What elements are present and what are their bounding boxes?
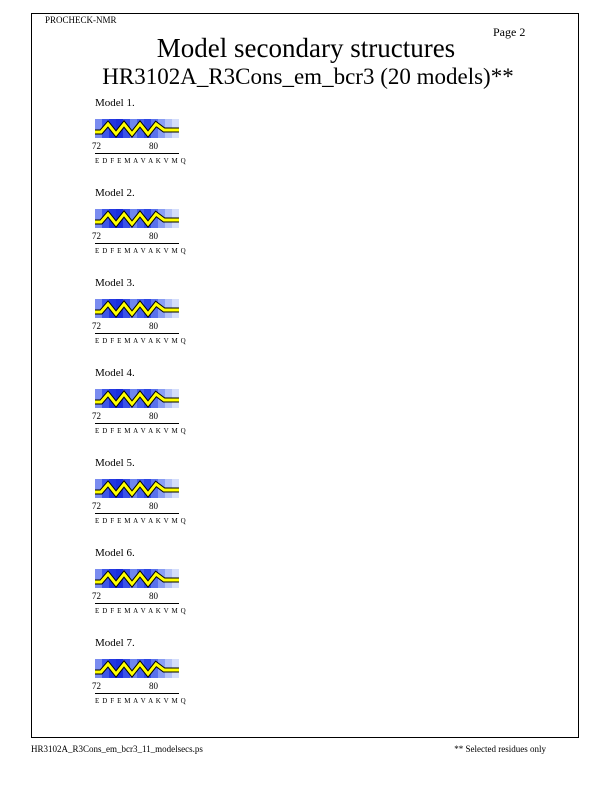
- helix-icon: [95, 209, 179, 228]
- helix-icon: [95, 479, 179, 498]
- model-block: [90, 367, 210, 447]
- helix-icon: [95, 569, 179, 588]
- model-label: Model 6.: [95, 547, 135, 559]
- residue-sequence: E D F E M A V A K V M Q: [95, 247, 187, 255]
- model-block: [90, 97, 210, 177]
- sequence-rule: [95, 153, 179, 154]
- residue-number-start: 72: [92, 681, 101, 691]
- residue-number-start: 72: [92, 321, 101, 331]
- residue-number-mid: 80: [149, 501, 158, 511]
- model-label: Model 3.: [95, 277, 135, 289]
- sequence-rule: [95, 333, 179, 334]
- residue-number-mid: 80: [149, 321, 158, 331]
- model-block: [90, 547, 210, 627]
- residue-sequence: E D F E M A V A K V M Q: [95, 157, 187, 165]
- page-title: Model secondary structures: [156, 33, 456, 63]
- sequence-rule: [95, 693, 179, 694]
- sequence-rule: [95, 603, 179, 604]
- residue-number-mid: 80: [149, 681, 158, 691]
- residue-number-start: 72: [92, 411, 101, 421]
- model-label: Model 5.: [95, 457, 135, 469]
- sequence-rule: [95, 243, 179, 244]
- residue-number-start: 72: [92, 141, 101, 151]
- program-name: PROCHECK-NMR: [45, 15, 117, 25]
- helix-icon: [95, 659, 179, 678]
- helix-icon: [95, 389, 179, 408]
- helix-icon: [95, 119, 179, 138]
- model-label: Model 7.: [95, 637, 135, 649]
- page-number: Page 2: [493, 25, 526, 39]
- sequence-rule: [95, 423, 179, 424]
- page-subtitle: HR3102A_R3Cons_em_bcr3 (20 models)**: [102, 64, 514, 89]
- residue-sequence: E D F E M A V A K V M Q: [95, 427, 187, 435]
- residue-number-mid: 80: [149, 141, 158, 151]
- model-block: [90, 457, 210, 537]
- sequence-rule: [95, 513, 179, 514]
- model-label: Model 1.: [95, 97, 135, 109]
- residue-sequence: E D F E M A V A K V M Q: [95, 517, 187, 525]
- model-block: [90, 187, 210, 267]
- residue-number-start: 72: [92, 501, 101, 511]
- footer-note: ** Selected residues only: [454, 744, 546, 754]
- model-label: Model 4.: [95, 367, 135, 379]
- footer-filename: HR3102A_R3Cons_em_bcr3_11_modelsecs.ps: [31, 744, 203, 754]
- residue-number-mid: 80: [149, 411, 158, 421]
- residue-number-mid: 80: [149, 231, 158, 241]
- residue-sequence: E D F E M A V A K V M Q: [95, 607, 187, 615]
- helix-icon: [95, 299, 179, 318]
- residue-number-start: 72: [92, 591, 101, 601]
- model-label: Model 2.: [95, 187, 135, 199]
- residue-number-start: 72: [92, 231, 101, 241]
- residue-sequence: E D F E M A V A K V M Q: [95, 337, 187, 345]
- residue-number-mid: 80: [149, 591, 158, 601]
- model-block: [90, 637, 210, 717]
- model-block: [90, 277, 210, 357]
- residue-sequence: E D F E M A V A K V M Q: [95, 697, 187, 705]
